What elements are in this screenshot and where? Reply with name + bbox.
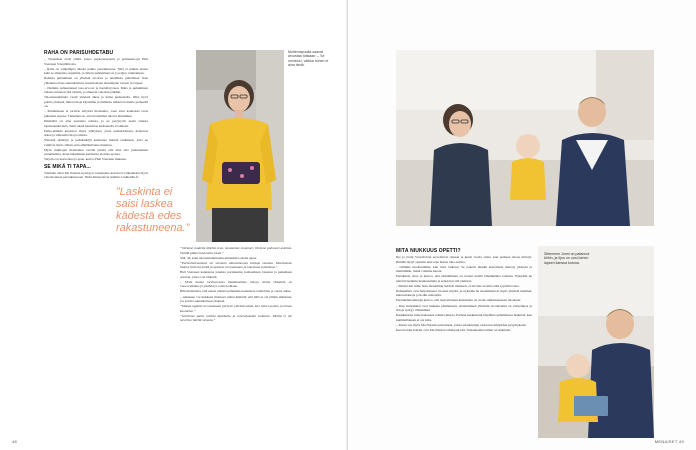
right-column-1 xyxy=(396,248,532,434)
photo-caption: Mollemapuolta saavat arvostaa toisiaan: – Se onnistuu, vaikka toinen ei aina tiedä. xyxy=(288,50,329,68)
paragraph: ”Muista oppikin arvostamaan perheen yhteistä aikaa, kun toinen puhuu ja toinen kuuntelee.” xyxy=(180,304,292,313)
paragraph: Heli Vaarasen kannustaa jokaista pariskuntaa kohtaamaan toisensa ja puhumaan asioista, jotka ovat tärkeitä. xyxy=(180,270,292,279)
left-column-1-body-2 xyxy=(44,171,148,180)
paragraph: – Olimme huolissamme, kun tulot laskivat. Se pakotti meidät katsomaan menoja yhdessä ja miettimään, mistä voimme karsia. xyxy=(396,264,532,274)
paragraph: Hän muistuttaa, että ennen rahasta puhumista kannattaa rauhoittua ja varata aikaa. xyxy=(180,289,292,294)
paragraph: – Puhumiseen ei tarvitse erityistä tilaisuutta, vaan asiat kannattaa ottaa puheeksi arjessa. Tärkeintä on, että molemmat tulevat kuulluiksi. xyxy=(44,109,148,118)
right-column-1-body xyxy=(396,255,532,332)
paragraph: Rahapuheet ovat helpottuneet vuosien myötä, ja nykyään he suunnittelevat myös yhteisiä unelmia, kuten matkoja ja kodin remonttia. xyxy=(396,288,532,298)
section-heading: RAHA ON PARISUHDETABU xyxy=(44,50,114,56)
paragraph: Iljo ja Jonni Vuorinviran erotoittavat rahasta ja kuusi vuotta sitten, kun perheen talous kiristyi. Heidän täytyi opetella uusi tapa hoitaa raha-asioita. xyxy=(396,255,532,264)
paragraph: – Aikainen voi tiukkaan tilanteen tullen käsittää, että hätä ei ole tämän näköinen, jos asioita suunnitellaan yhdessä. xyxy=(180,294,292,304)
paragraph: Pariskunta ottaa ja kertoo, että säästäminen on tuonut heidät lähemmäksi toisiaan. Nykyään he tekevät budjetin kuukausittain ja seuraavat sitä yhdessä. xyxy=(396,274,532,283)
left-column-3 xyxy=(180,246,292,432)
page-number-left: 48 xyxy=(12,439,18,444)
paragraph: – Meistä tuli tiimi. Kun molemmat tietävät tilanteen, ei tarvitse arvailla eikä syytellä toista. xyxy=(396,283,520,288)
paragraph: Parisuhdekouluttaja kertoo, että tasavertainen keskustelu on avain onnistuneeseen talouteen. xyxy=(396,298,522,303)
left-column-3-body xyxy=(180,246,292,323)
pull-quote: ”Laskinta ei saisi laskea kädestä edes rakastuneena.” xyxy=(116,186,190,234)
paragraph: Kursivoidut kohdat ovat Me Naisten rahakyselystä. Vastanneiden nimet on muutettu. xyxy=(396,327,512,332)
page-number-right: MENAISET 49 xyxy=(654,439,684,444)
paragraph: Sitä, 36, koki taloussuunnittelun kuitenkin toisella tapaa. xyxy=(180,255,257,260)
paragraph: Rahasta puhuminen on yhteistä arvoista ja unelmista puhumista. Kun yhteinen talous suunnitellaan, huomioidaan molempien toiveet ja tarpeet. xyxy=(44,76,148,85)
right-section-heading: MITÄ NIUKKUUS OPETTI? xyxy=(396,248,461,254)
paragraph: Ilmeisiltä on aina asenteita rahasta, ja ne periytyvät usein omasta lapsuudenkodista. Siksi niistä kannattaa keskustella avoimesti. xyxy=(44,119,148,128)
section-heading-2: SE MIKÄ TI TAPA... xyxy=(44,163,91,170)
paragraph: ”Selvimme paitsi toisilla äpärkulla ja tulevaisuuden luottarin. Meillä ei ole tarvetta riidellä rahasta.” xyxy=(180,313,292,323)
father-baby-photo xyxy=(538,246,654,438)
paragraph: Taloussuunnittelu vaatii yhteistä aikaa ja halua keskustella. Olisi hyvä pohtia yhdessä, miten tuloja käytetään ja millaisia säästötavoitteita perheellä on. xyxy=(44,95,148,109)
paragraph: ”Olemme tuodella läheltä erua, muutamme ennmmer. Olemme puhuneet asioista. Välillä pitäisi kuunnella toista.” xyxy=(180,246,292,255)
right-page xyxy=(348,0,696,450)
father-photo-caption: Sittemmin Jonni on palannut töihin, ja Iljon on uusi toinen lapsen kanssa kotona. xyxy=(544,252,590,265)
paragraph: – Kun molemmat ovat mukana päätöksissä, sitoutuminen yhteisiin tavoitteisiin on vahvempaa ja riitoja syntyy vähemmän. xyxy=(396,303,532,313)
woman-photo xyxy=(196,50,284,242)
paragraph: – Vastaukset eivät yllätä, sanoo psykoterapeutti ja perheneuvoja Heli Vaarasen Väestöliitosta. xyxy=(44,57,148,66)
paragraph: Tarjolla on neuvontaa ja apua, kertoo Heli Vaarasen mukaan. xyxy=(44,157,127,162)
left-column-1-body xyxy=(44,57,148,162)
paragraph: Kiukkuisena tulee hakeneen rahasta kiistaa. Parhaat keskustelut käydään rauhallisessa hetkessä, kun kummallakaan ei ole kiire. xyxy=(396,313,532,322)
paragraph: – Tukea saa myös Me Naisten palveluista, joissa asiantuntijat vastaavat lukijoiden kysymyksiin. xyxy=(396,322,527,327)
paragraph: – Olemme sulkeutuneet tasa-arvoon ja itsenäisyyteen. Raha ja puhuminen rahasta tuntuvat yhä tabulta, ja aiheesta vaietaan pitkään. xyxy=(44,85,148,95)
paragraph: Perhe-elämän kuuluvat myös yllätykset, joten puskurirahasto helpottaa arkea ja vähentää riitoja rahasta. xyxy=(44,128,148,138)
paragraph: – Moni luulee tarvitsevansa matemaattisia taitoja, mutta tärkeintä on vuorovaikutus ja ymmärrys toista kohtaan. xyxy=(180,279,292,289)
paragraph: Myös tiukkojen tilanteiden varalle pitäisi olla aina olla jonkinlainen suunnitelma. Avun hakeminen kannattaa aloittaa ajoissa. xyxy=(44,147,148,157)
left-column-1 xyxy=(44,50,148,435)
paragraph: Yhteisiä sääntöjä ja pelisääntöjä kannattaa miettiä etukäteen, jotta ne toimivat myös silloin, kun elämäntilanne muuttuu. xyxy=(44,138,148,147)
paragraph: – Raha on vaikeimpia aiheita puhua parisuhteessa. Siitä ei puhuta ennen kuin se aiheuttaa ongelmia, ja silloin puhuminen on jo paljon vaikeampaa. xyxy=(44,66,148,76)
family-photo xyxy=(396,50,654,226)
paragraph: Toimalla omat Me Naisten kyselyyn vastanneita kertoivat vaikeuksien myös vaivattomaan parisuhteeseen. Nimi kiinnostuvat meihin: tonkkaille.fi. xyxy=(44,170,148,180)
paragraph: ”Parisuhteessamme oli siemmin alkuvaiheessa kiistoja rahasta. Muuttumme tilanne tiehensi meitä ja opimme arvostamaan ja tukemaan toisiamme.” xyxy=(180,260,292,270)
